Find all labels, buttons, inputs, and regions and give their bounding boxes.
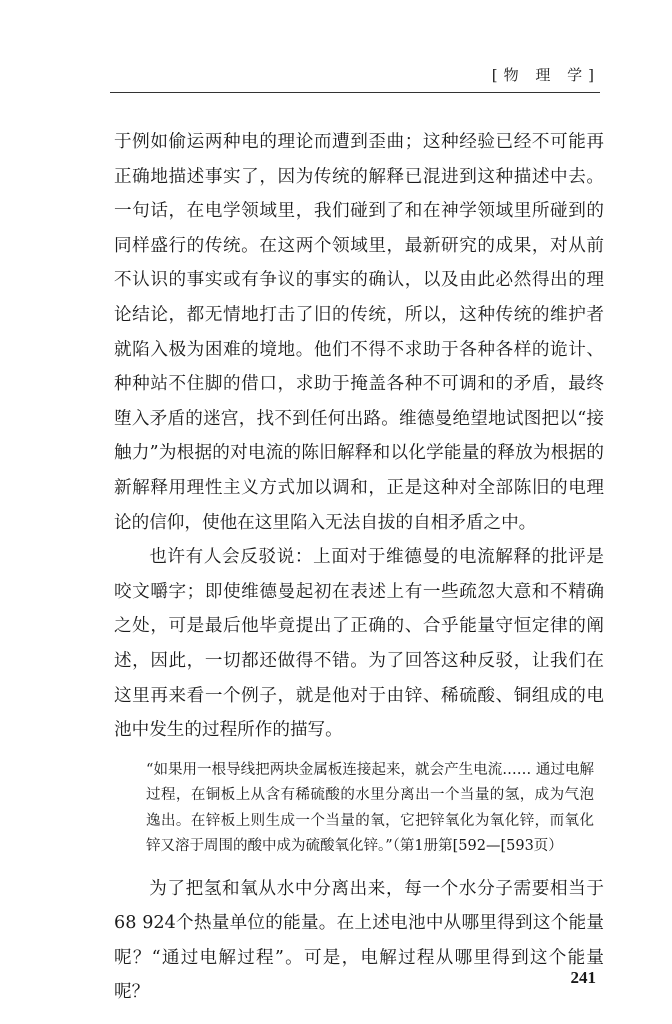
paragraph-2: 也许有人会反驳说：上面对于维德曼的电流解释的批评是咬文嚼字；即使维德曼起初在表述上有一些疏忽大意和不精确之处，可是最后他毕竟提出了正确的、合乎能量守恒定律的阐述，因此，一切都还做得不错。为了回答这种反驳，让我们在这里再来看一个例子，就是他对于由锌、稀硫酸、铜组成的电池中发生的过程所作的描写。 [114,547,604,741]
body-text [114,125,604,1010]
block-quote: “如果用一根导线把两块金属板连接起来，就会产生电流…… 通过电解过程，在铜板上从含有稀硫酸的水里分离出一个当量的氢，成为气泡逸出。在锌板上则生成一个当量的氧，它把锌氧化为氧化锌，而氧化锌又溶于周围的酸中成为硫酸氧化锌。”（第1册第[592—[593页） [146,761,594,855]
paragraph-1: 于例如偷运两种电的理论而遭到歪曲；这种经验已经不可能再正确地描述事实了，因为传统的解释已混进到这种描述中去。一句话，在电学领域里，我们碰到了和在神学领域里所碰到的同样盛行的传统。在这两个领域里，最新研究的成果，对从前不认识的事实或有争议的事实的确认，以及由此必然得出的理论结论，都无情地打击了旧的传统，所以，这种传统的维护者就陷入极为困难的境地。他们不得不求助于各种各样的诡计、种种站不住脚的借口，求助于掩盖各种不可调和的矛盾，最终堕入矛盾的迷宫，找不到任何出路。维德曼绝望地试图把以“接触力”为根据的对电流的陈旧解释和以化学能量的释放为根据的新解释用理性主义方式加以调和，正是这种对全部陈旧的电理论的信仰，使他在这里陷入无法自拔的自相矛盾之中。 [114,132,604,533]
running-head: [物 理 学] [491,66,600,84]
header-rule [110,92,600,93]
page-number: 241 [570,968,596,987]
paragraph-3: 为了把氢和氧从水中分离出来，每一个水分子需要相当于68 924个热量单位的能量。在上述电池中从哪里得到这个能量呢？“通过电解过程”。可是，电解过程从哪里得到这个能量呢？ [114,878,604,1003]
